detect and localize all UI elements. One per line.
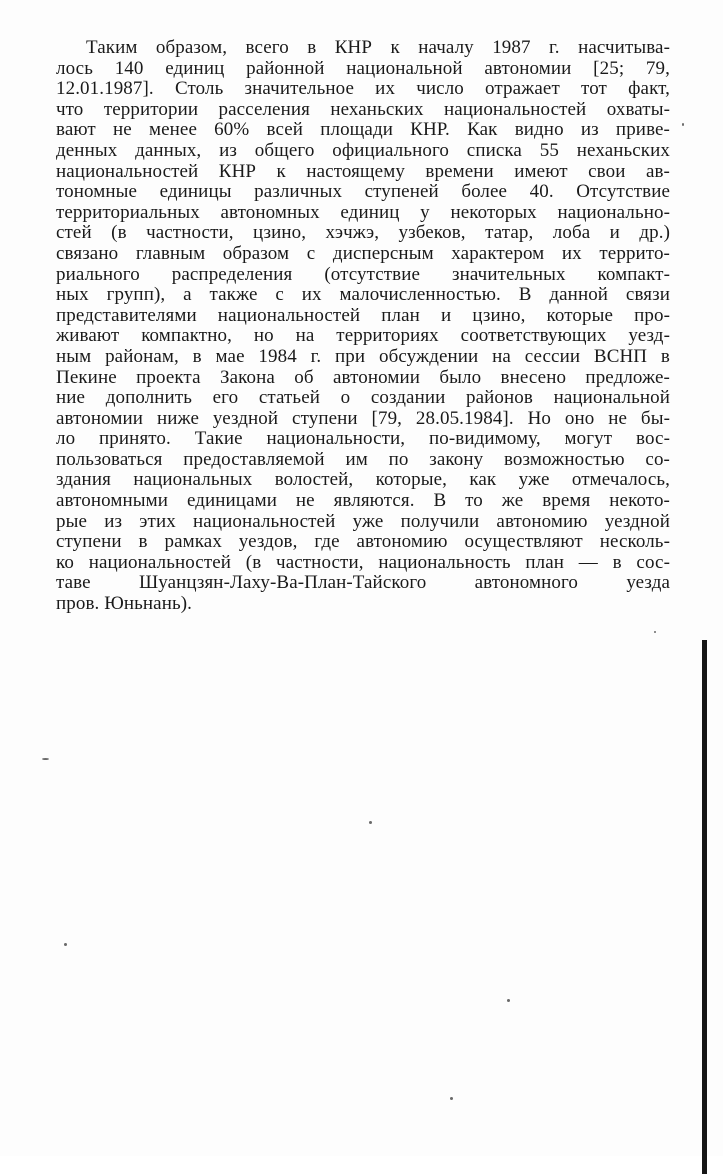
paragraph-line: стей (в частности, цзино, хэчжэ, узбеков, татар, лоба и др.) bbox=[56, 222, 670, 244]
paragraph-line: Пекине проекта Закона об автономии было внесено предложе- bbox=[56, 366, 670, 388]
paragraph-line: территориальных автономных единиц у некоторых национально- bbox=[56, 201, 670, 223]
paragraph-line: здания национальных волостей, которые, как уже отмечалось, bbox=[56, 469, 670, 491]
paragraph-line: пров. Юньнань). bbox=[56, 593, 193, 615]
paragraph-line: тономные единицы различных ступеней более 40. Отсутствие bbox=[56, 181, 670, 203]
paragraph-line: национальностей КНР к настоящему времени имеют свои ав- bbox=[56, 160, 670, 182]
scan-speck bbox=[682, 123, 684, 126]
paragraph-line: автономии ниже уездной ступени [79, 28.05.1984]. Но оно не бы- bbox=[56, 407, 670, 429]
paragraph-line: связано главным образом с дисперсным характером их террито- bbox=[56, 242, 670, 264]
paragraph-line: ло принято. Такие национальности, по-видимому, могут вос- bbox=[56, 428, 670, 450]
paragraph-line: денных данных, из общего официального списка 55 неханьских bbox=[56, 139, 670, 161]
paragraph-line: пользоваться предоставляемой им по закону возможностью со- bbox=[56, 448, 670, 470]
paragraph-line: автономными единицами не являются. В то же время некото- bbox=[56, 490, 670, 512]
paragraph-line: ных групп), а также с их малочисленностью. В данной связи bbox=[56, 284, 670, 306]
scan-speck bbox=[450, 1097, 453, 1100]
scan-speck bbox=[654, 631, 656, 633]
paragraph-line: представителями национальностей план и цзино, которые про- bbox=[56, 304, 670, 326]
paragraph-line: таве Шуанцзян-Лаху-Ва-План-Тайского автономного уезда bbox=[56, 572, 670, 594]
paragraph-line: живают компактно, но на территориях соответствующих уезд- bbox=[56, 325, 670, 347]
paragraph-line: Таким образом, всего в КНР к началу 1987 г. насчитыва- bbox=[86, 37, 670, 58]
scan-speck bbox=[369, 821, 372, 824]
scan-speck bbox=[42, 758, 49, 760]
scan-speck bbox=[507, 999, 510, 1002]
paragraph-line: риального распределения (отсутствие значительных компакт- bbox=[56, 263, 670, 285]
paragraph-line: лось 140 единиц районной национальной автономии [25; 79, bbox=[56, 57, 670, 79]
body-paragraph bbox=[56, 38, 670, 615]
paragraph-line: 12.01.1987]. Столь значительное их число отражает тот факт, bbox=[56, 78, 670, 100]
paragraph-line: что территории расселения неханьских национальностей охваты- bbox=[56, 98, 670, 120]
paragraph-line: ко национальностей (в частности, национальность план — в сос- bbox=[56, 551, 670, 573]
paragraph-line: рые из этих национальностей уже получили автономию уездной bbox=[56, 510, 670, 532]
page-edge-shadow bbox=[702, 640, 707, 1174]
paragraph-line: вают не менее 60% всей площади КНР. Как видно из приве- bbox=[56, 119, 670, 141]
paragraph-line: ступени в рамках уездов, где автономию осуществляют несколь- bbox=[56, 531, 670, 553]
paragraph-line: ным районам, в мае 1984 г. при обсуждении на сессии ВСНП в bbox=[56, 345, 670, 367]
paragraph-line: ние дополнить его статьей о создании районов национальной bbox=[56, 387, 670, 409]
scan-speck bbox=[64, 943, 67, 946]
